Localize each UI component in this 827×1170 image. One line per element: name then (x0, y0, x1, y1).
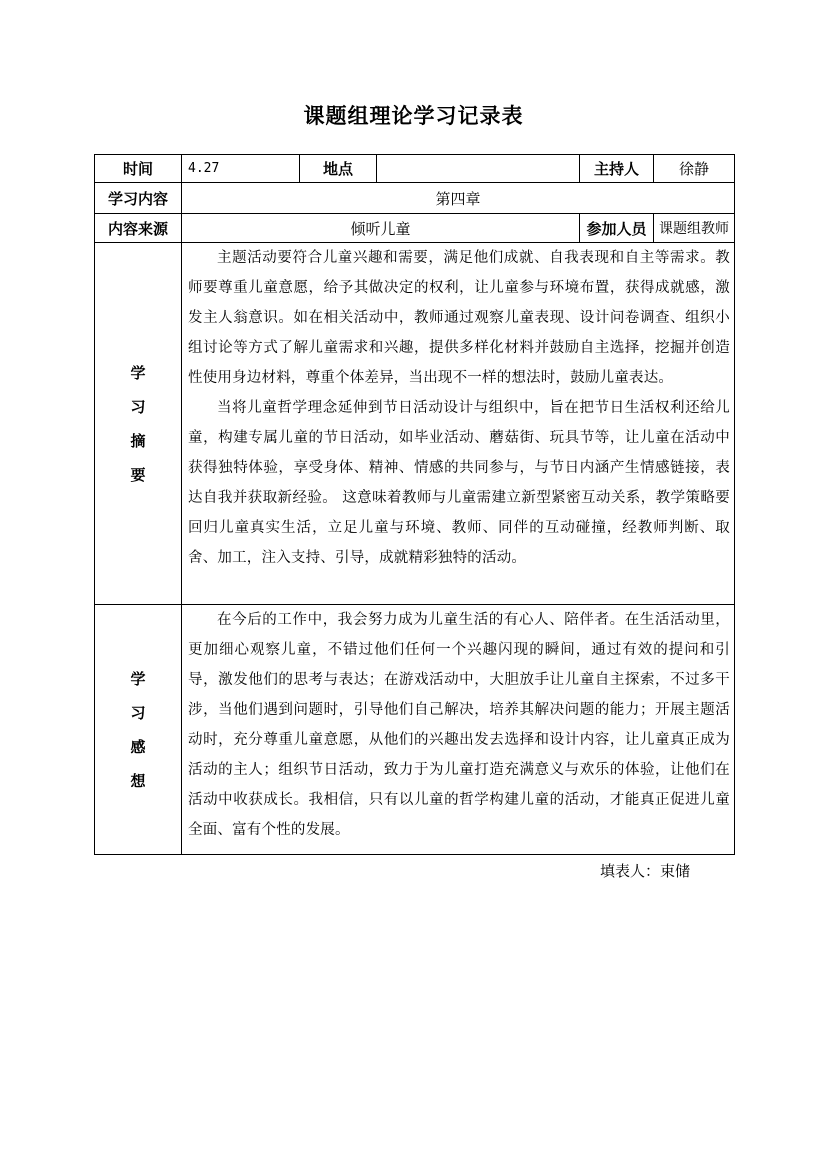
row-content (95, 183, 735, 214)
time-value: 4.27 (182, 155, 300, 183)
row-reflection (95, 605, 735, 855)
reflection-label-char: 习 (130, 703, 146, 722)
page-title: 课题组理论学习记录表 (303, 104, 524, 128)
row-time (95, 155, 735, 183)
host-label: 主持人 (580, 155, 654, 183)
summary-content (182, 243, 735, 605)
participants-label: 参加人员 (580, 214, 654, 243)
reflection-content (182, 605, 735, 855)
reflection-label-char: 学 (130, 669, 146, 688)
host-value: 徐静 (654, 155, 735, 183)
content-value: 第四章 (182, 183, 735, 214)
reflection-paragraph: 在今后的工作中，我会努力成为儿童生活的有心人、陪伴者。在生活活动里，更加细心观察儿童，不错过他们任何一个兴趣闪现的瞬间，通过有效的提问和引导，激发他们的思考与表达；在游戏活动中，大胆放手让儿童自主探索，不过多干涉，当他们遇到问题时，引导他们自己解决，培养其解决问题的能力；开展主题活动时，充分尊重儿童意愿，从他们的兴趣出发去选择和设计内容，让儿童真正成为活动的主人；组织节日活动，致力于为儿童打造充满意义与欢乐的体验，让他们在活动中收获成长。我相信，只有以儿童的哲学构建儿童的活动，才能真正促进儿童全面、富有个性的发展。 (188, 612, 730, 838)
summary-label-char: 摘 (130, 431, 146, 450)
reflection-label (95, 605, 182, 855)
content-label: 学习内容 (95, 183, 182, 214)
summary-paragraph: 当将儿童哲学理念延伸到节日活动设计与组织中，旨在把节日生活权利还给儿童，构建专属儿童的节日活动，如毕业活动、蘑菇街、玩具节等，让儿童在活动中获得独特体验，享受身体、精神、情感的共同参与，与节日内涵产生情感链接，表达自我并获取新经验。 这意味着教师与儿童需建立新型紧密互动关系，教学策略要回归儿童真实生活，立足儿童与环境、教师、同伴的互动碰撞，经教师判断、取舍、加工，注入支持、引导，成就精彩独特的活动。 (188, 400, 730, 566)
record-table (94, 154, 735, 855)
summary-label-char: 学 (130, 363, 146, 382)
source-label: 内容来源 (95, 214, 182, 243)
filler-signature: 填表人：束储 (600, 862, 691, 880)
place-label: 地点 (300, 155, 377, 183)
reflection-label-char: 想 (130, 771, 146, 790)
summary-label-char: 要 (130, 465, 146, 484)
row-source (95, 214, 735, 243)
participants-value: 课题组教师 (654, 214, 735, 243)
summary-label-char: 习 (130, 397, 146, 416)
source-value: 倾听儿童 (182, 214, 580, 243)
time-label: 时间 (95, 155, 182, 183)
place-value (377, 155, 580, 183)
summary-paragraph: 主题活动要符合儿童兴趣和需要，满足他们成就、自我表现和自主等需求。教师要尊重儿童意愿，给予其做决定的权利，让儿童参与环境布置，获得成就感，激发主人翁意识。如在相关活动中，教师通过观察儿童表现、设计问卷调查、组织小组讨论等方式了解儿童需求和兴趣，提供多样化材料并鼓励自主选择，挖掘并创造性使用身边材料，尊重个体差异，当出现不一样的想法时，鼓励儿童表达。 (188, 250, 730, 386)
row-summary (95, 243, 735, 605)
summary-label (95, 243, 182, 605)
reflection-label-char: 感 (130, 737, 146, 756)
